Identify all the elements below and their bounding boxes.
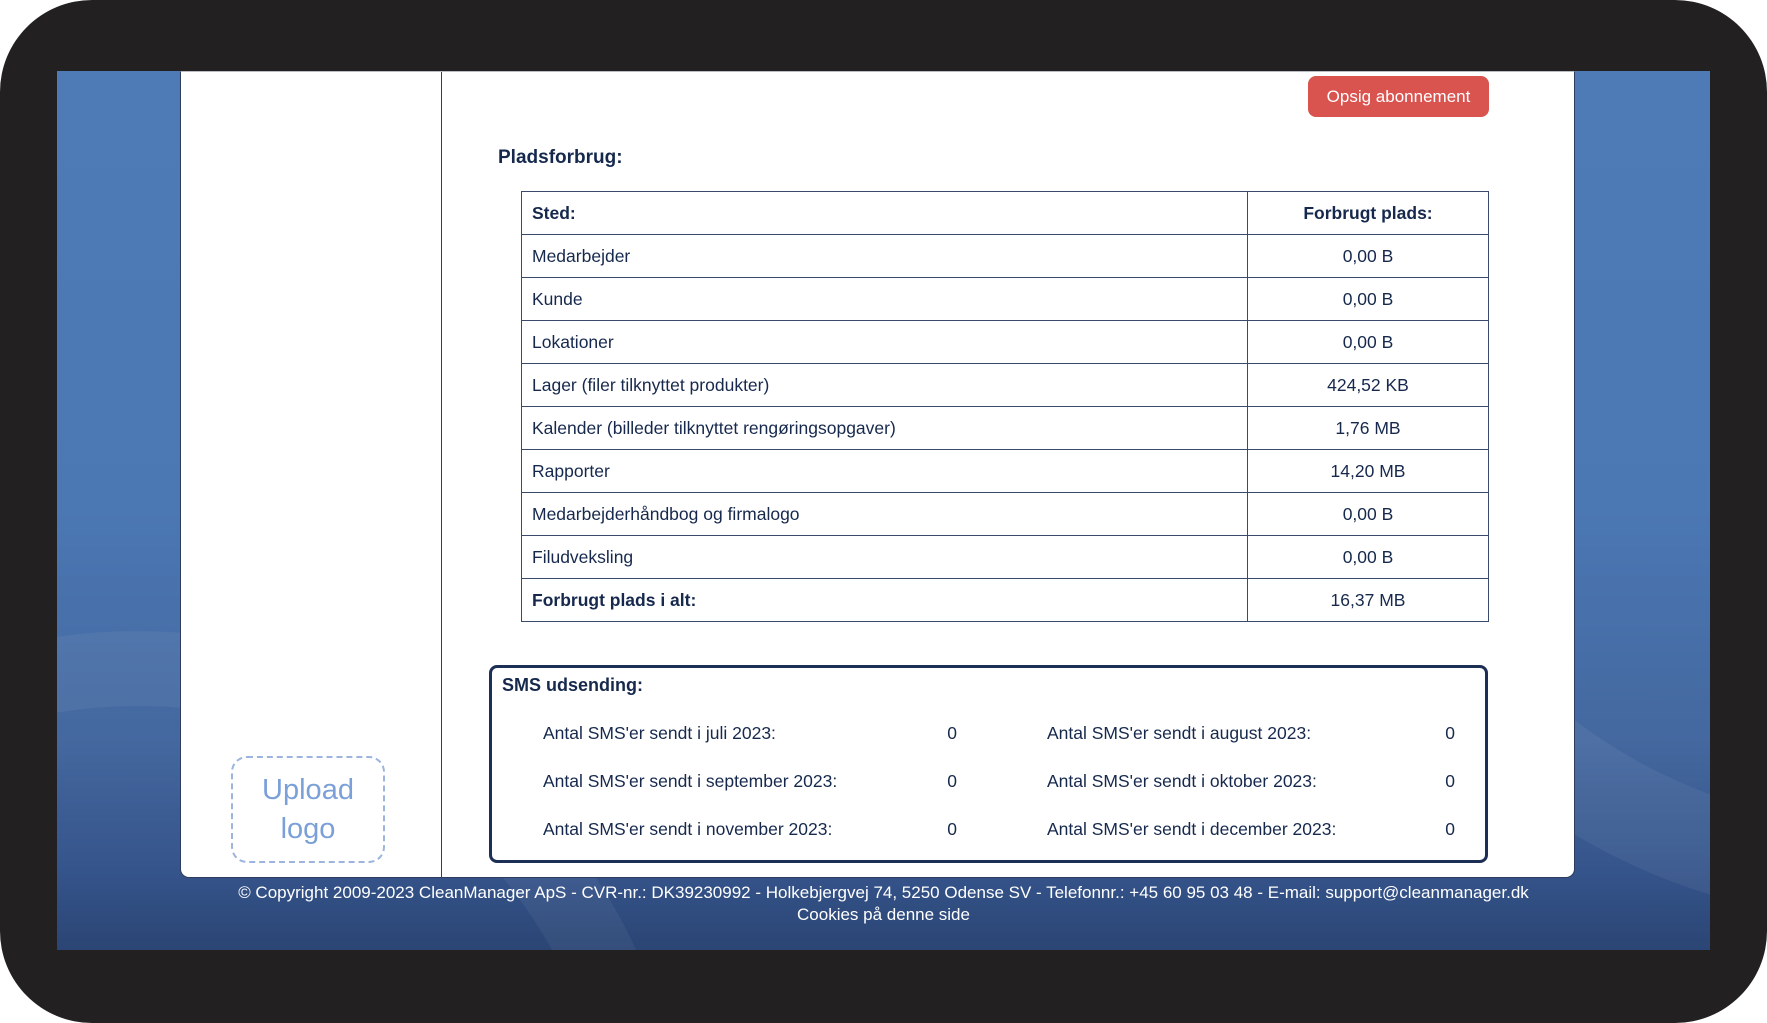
sidebar-divider bbox=[441, 72, 442, 877]
content-panel bbox=[180, 71, 1575, 878]
usage-row-value: 0,00 B bbox=[1248, 278, 1489, 321]
sms-entry-label: Antal SMS'er sendt i oktober 2023: bbox=[1047, 771, 1317, 791]
cookies-link[interactable]: Cookies på denne side bbox=[797, 905, 970, 924]
usage-row-label: Medarbejderhåndbog og firmalogo bbox=[522, 493, 1248, 536]
table-row bbox=[522, 450, 1489, 493]
app-background bbox=[57, 71, 1710, 950]
sms-entry-label: Antal SMS'er sendt i september 2023: bbox=[543, 771, 838, 791]
sms-entry-value: 0 bbox=[1445, 819, 1455, 839]
usage-row-label: Lager (filer tilknyttet produkter) bbox=[522, 364, 1248, 407]
usage-row-value: 0,00 B bbox=[1248, 493, 1489, 536]
usage-row-label: Filudveksling bbox=[522, 536, 1248, 579]
sms-entry-value: 0 bbox=[947, 819, 957, 839]
sms-section bbox=[489, 665, 1488, 863]
usage-row-label: Rapporter bbox=[522, 450, 1248, 493]
sms-entry bbox=[1047, 770, 1455, 792]
space-usage-heading: Pladsforbrug: bbox=[498, 147, 623, 168]
sms-entry bbox=[1047, 722, 1455, 744]
usage-row-label: Medarbejder bbox=[522, 235, 1248, 278]
usage-row-value: 0,00 B bbox=[1248, 235, 1489, 278]
page-footer bbox=[57, 882, 1710, 926]
sms-entry bbox=[1047, 818, 1455, 840]
table-row bbox=[522, 493, 1489, 536]
sms-entry bbox=[543, 818, 957, 840]
table-header-row bbox=[522, 192, 1489, 235]
sms-entry-label: Antal SMS'er sendt i december 2023: bbox=[1047, 819, 1337, 839]
sms-entry-value: 0 bbox=[947, 771, 957, 791]
usage-row-value: 1,76 MB bbox=[1248, 407, 1489, 450]
footer-copyright: © Copyright 2009-2023 CleanManager ApS - CVR-nr.: DK39230992 - Holkebjergvej 74, 5250 Odense SV - Telefonnr.: +45 60 95 03 48 - E-mail: support@cleanmanager.dk bbox=[238, 883, 1529, 902]
usage-row-label: Kunde bbox=[522, 278, 1248, 321]
usage-row-value: 16,37 MB bbox=[1248, 579, 1489, 622]
space-usage-table-body bbox=[522, 235, 1489, 622]
upload-logo-button[interactable]: Upload logo bbox=[231, 756, 385, 863]
sms-entry-label: Antal SMS'er sendt i august 2023: bbox=[1047, 723, 1312, 743]
sms-entry-value: 0 bbox=[1445, 771, 1455, 791]
table-row bbox=[522, 407, 1489, 450]
usage-row-label: Forbrugt plads i alt: bbox=[522, 579, 1248, 622]
column-header-forbrugt-plads: Forbrugt plads: bbox=[1248, 192, 1489, 235]
usage-row-value: 424,52 KB bbox=[1248, 364, 1489, 407]
table-row bbox=[522, 536, 1489, 579]
cancel-subscription-button[interactable]: Opsig abonnement bbox=[1308, 76, 1489, 117]
sms-grid bbox=[543, 722, 1455, 840]
table-row bbox=[522, 235, 1489, 278]
sms-entry-label: Antal SMS'er sendt i juli 2023: bbox=[543, 723, 776, 743]
table-row bbox=[522, 278, 1489, 321]
sms-heading: SMS udsending: bbox=[502, 675, 643, 695]
usage-row-value: 0,00 B bbox=[1248, 321, 1489, 364]
usage-row-label: Kalender (billeder tilknyttet rengøringsopgaver) bbox=[522, 407, 1248, 450]
usage-row-value: 0,00 B bbox=[1248, 536, 1489, 579]
table-row bbox=[522, 321, 1489, 364]
space-usage-table bbox=[521, 191, 1489, 622]
table-row bbox=[522, 579, 1489, 622]
table-row bbox=[522, 364, 1489, 407]
column-header-sted: Sted: bbox=[522, 192, 1248, 235]
sms-entry-value: 0 bbox=[1445, 723, 1455, 743]
sms-entry bbox=[543, 770, 957, 792]
sms-entry-value: 0 bbox=[947, 723, 957, 743]
sms-entry-label: Antal SMS'er sendt i november 2023: bbox=[543, 819, 833, 839]
usage-row-label: Lokationer bbox=[522, 321, 1248, 364]
sms-entry bbox=[543, 722, 957, 744]
usage-row-value: 14,20 MB bbox=[1248, 450, 1489, 493]
